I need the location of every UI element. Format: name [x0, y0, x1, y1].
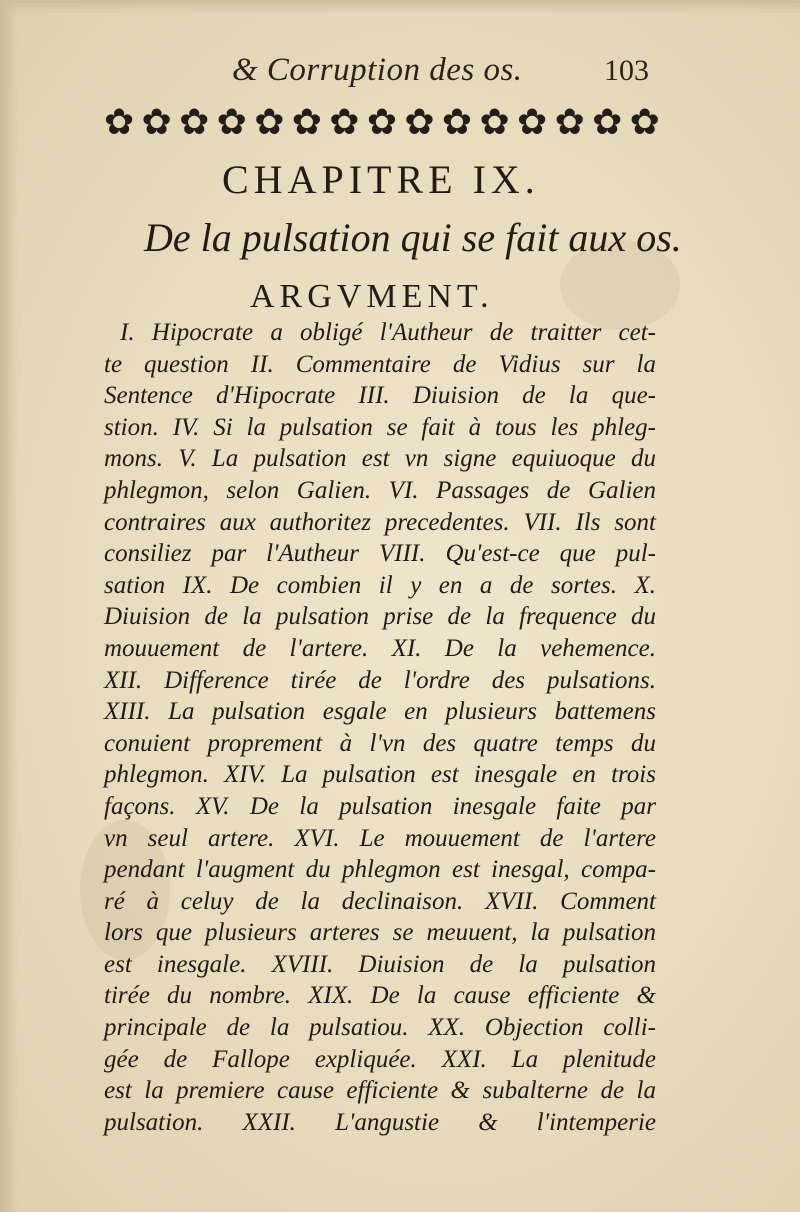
text-line: XII. Difference tirée de l'ordre des pulsations.: [104, 666, 656, 694]
fleuron-icon: ✿: [179, 102, 210, 143]
text-line: lors que plusieurs arteres se meuuent, la pulsation: [104, 919, 656, 947]
page-shadow-left: [0, 0, 18, 1212]
text-line: Diuision de la pulsation prise de la frequence du: [104, 603, 656, 631]
fleuron-icon: ✿: [629, 102, 660, 143]
text-line: consiliez par l'Autheur VIII. Qu'est-ce que pul-: [104, 540, 656, 568]
fleuron-icon: ✿: [216, 102, 247, 143]
text-line: principale de la pulsatiou. XX. Objection colli-: [104, 1014, 656, 1042]
argument-heading: ARGVMENT.: [250, 278, 494, 315]
text-line: I. Hipocrate a obligé l'Autheur de traitter cet-: [120, 319, 656, 346]
fleuron-icon: ✿: [554, 102, 585, 143]
fleuron-icon: ✿: [104, 102, 135, 143]
fleuron-icon: ✿: [479, 102, 510, 143]
fleuron-icon: ✿: [254, 102, 285, 143]
text-line: ré à celuy de la declinaison. XVII. Comment: [104, 887, 656, 915]
text-line: pendant l'augment du phlegmon est inesgal, compa-: [104, 856, 656, 884]
fleuron-icon: ✿: [329, 102, 360, 143]
text-line: stion. IV. Si la pulsation se fait à tous les phleg-: [104, 413, 656, 441]
text-line: te question II. Commentaire de Vidius sur la: [104, 350, 656, 378]
text-line: est inesgale. XVIII. Diuision de la pulsation: [104, 950, 656, 978]
text-line: mouuement de l'artere. XI. De la vehemence.: [104, 634, 656, 662]
fleuron-icon: ✿: [404, 102, 435, 143]
page-number: 103: [604, 54, 649, 87]
ornament-band: [104, 100, 660, 146]
text-line: mons. V. La pulsation est vn signe equiuoque du: [104, 445, 656, 473]
text-line: Sentence d'Hipocrate III. Diuision de la que-: [104, 382, 656, 410]
argument-text: [104, 317, 656, 1138]
fleuron-icon: ✿: [592, 102, 623, 143]
page-shadow-top: [0, 0, 800, 14]
text-line: tirée du nombre. XIX. De la cause efficiente &: [104, 982, 656, 1010]
text-line: vn seul artere. XVI. Le mouuement de l'artere: [104, 824, 656, 852]
fleuron-icon: ✿: [366, 102, 397, 143]
text-line: sation IX. De combien il y en a de sortes. X.: [104, 571, 656, 599]
text-line: est la premiere cause efficiente & subalterne de la: [104, 1077, 656, 1105]
text-line: phlegmon. XIV. La pulsation est inesgale en trois: [104, 761, 656, 789]
text-line: phlegmon, selon Galien. VI. Passages de Galien: [104, 476, 656, 504]
section-title: De la pulsation qui se fait aux os.: [144, 215, 682, 260]
text-line: gée de Fallope expliquée. XXI. La plenitude: [104, 1045, 656, 1073]
fleuron-icon: ✿: [517, 102, 548, 143]
fleuron-icon: ✿: [291, 102, 322, 143]
text-line: contraires aux authoritez precedentes. VII. Ils sont: [104, 508, 656, 536]
running-head: & Corruption des os.: [232, 52, 523, 88]
text-line: façons. XV. De la pulsation inesgale faite par: [104, 792, 656, 820]
text-line: XIII. La pulsation esgale en plusieurs battemens: [104, 698, 656, 726]
chapter-title: CHAPITRE IX.: [222, 157, 540, 202]
text-line: pulsation. XXII. L'angustie & l'intemperie: [104, 1108, 656, 1136]
text-line: conuient proprement à l'vn des quatre temps du: [104, 729, 656, 757]
fleuron-icon: ✿: [141, 102, 172, 143]
fleuron-icon: ✿: [441, 102, 473, 143]
